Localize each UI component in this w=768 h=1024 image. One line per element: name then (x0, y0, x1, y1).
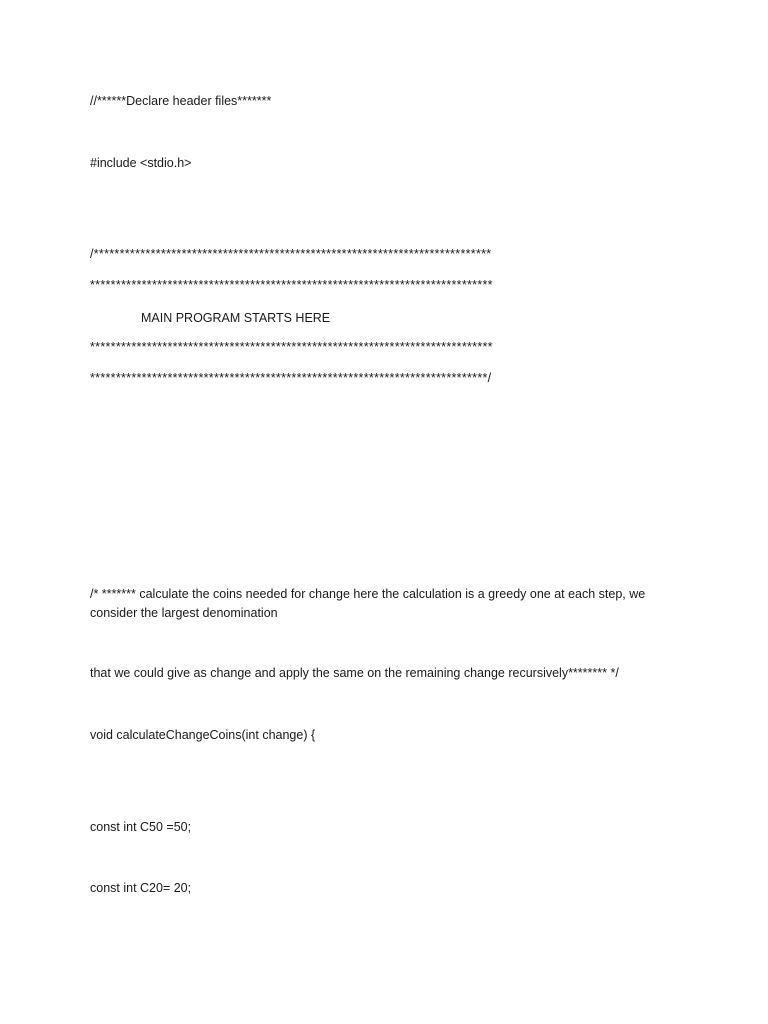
function-signature-line: void calculateChangeCoins(int change) { (90, 728, 316, 742)
include-line: #include <stdio.h> (90, 156, 192, 170)
calc-comment-paragraph: /* ******* calculate the coins needed for change here the calculation is a greedy one at each step, we consider the largest denomination (90, 587, 646, 620)
const-c20-line: const int C20= 20; (90, 881, 192, 895)
calc-comment-continuation: that we could give as change and apply the same on the remaining change recursively******** */ (90, 666, 619, 680)
const-c50-line: const int C50 =50; (90, 820, 192, 834)
banner-title-line: MAIN PROGRAM STARTS HERE (141, 311, 331, 325)
banner-row-line: ****************************************************************************** (90, 278, 493, 292)
banner-bottom-line: *****************************************************************************/ (90, 371, 492, 385)
header-comment-line: //******Declare header files******* (90, 94, 272, 108)
banner-top-line: /***************************************************************************** (90, 247, 492, 261)
banner-row-line: ****************************************************************************** (90, 340, 493, 354)
